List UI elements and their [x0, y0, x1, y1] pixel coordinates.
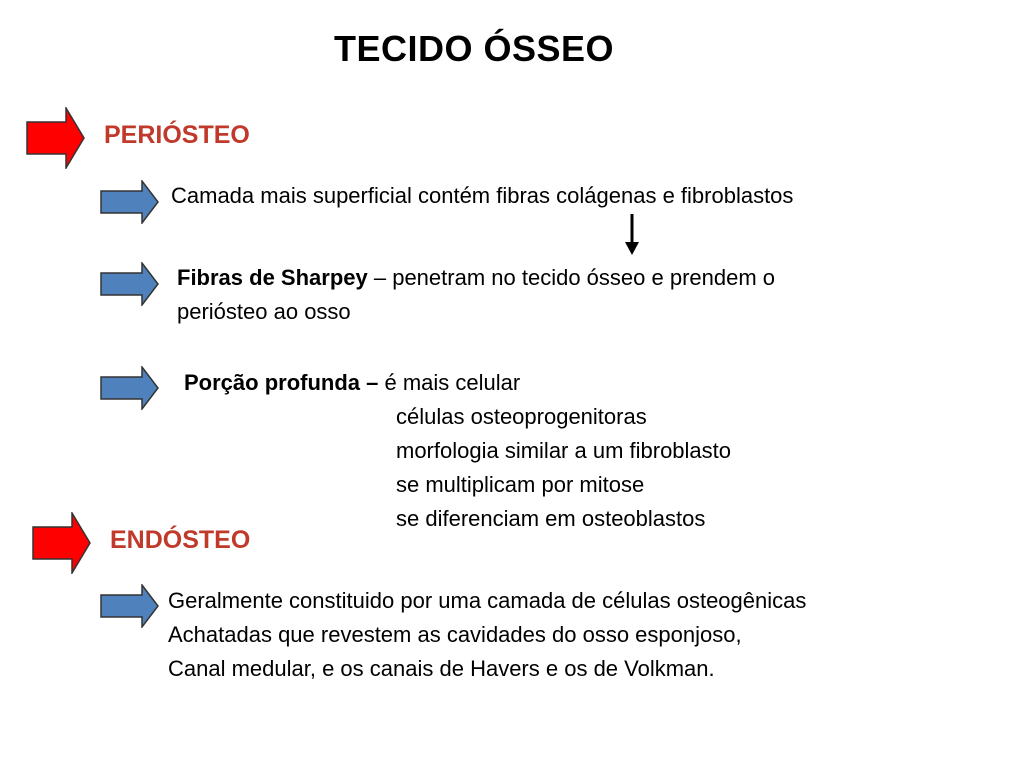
sharpey-desc-line2: periósteo ao osso [177, 299, 351, 324]
porcao-subline: morfologia similar a um fibroblasto [396, 438, 732, 463]
slide-title: TECIDO ÓSSEO [333, 28, 615, 69]
down-arrow-icon [624, 214, 640, 261]
endosteo-line: Geralmente constituido por uma camada de células osteogênicas [168, 588, 807, 613]
blue-arrow-icon [100, 584, 160, 628]
blue-arrow-icon [100, 366, 160, 410]
blue-arrow-icon [100, 262, 160, 306]
red-arrow-icon [26, 107, 86, 169]
porcao-profunda-desc: é mais celular [384, 370, 521, 395]
periosteo-item-1: Camada mais superficial contém fibras colágenas e fibroblastos [171, 183, 794, 208]
periosteo-item-2 [177, 261, 775, 329]
sharpey-desc-line1: – penetram no tecido ósseo e prendem o [367, 265, 776, 290]
porcao-subline: células osteoprogenitoras [396, 404, 647, 429]
porcao-profunda-term: Porção profunda – [184, 370, 385, 395]
endosteo-text [168, 584, 806, 686]
porcao-subline: se diferenciam em osteoblastos [396, 506, 706, 531]
red-arrow-icon [32, 512, 92, 574]
endosteo-heading: ENDÓSTEO [110, 526, 251, 554]
endosteo-line: Achatadas que revestem as cavidades do osso esponjoso, [168, 622, 742, 647]
endosteo-line: Canal medular, e os canais de Havers e os de Volkman. [168, 656, 715, 681]
blue-arrow-icon [100, 180, 160, 224]
porcao-subline: se multiplicam por mitose [396, 472, 645, 497]
periosteo-heading: PERIÓSTEO [104, 121, 250, 149]
periosteo-item-3 [184, 366, 520, 400]
sharpey-term: Fibras de Sharpey [177, 265, 368, 290]
